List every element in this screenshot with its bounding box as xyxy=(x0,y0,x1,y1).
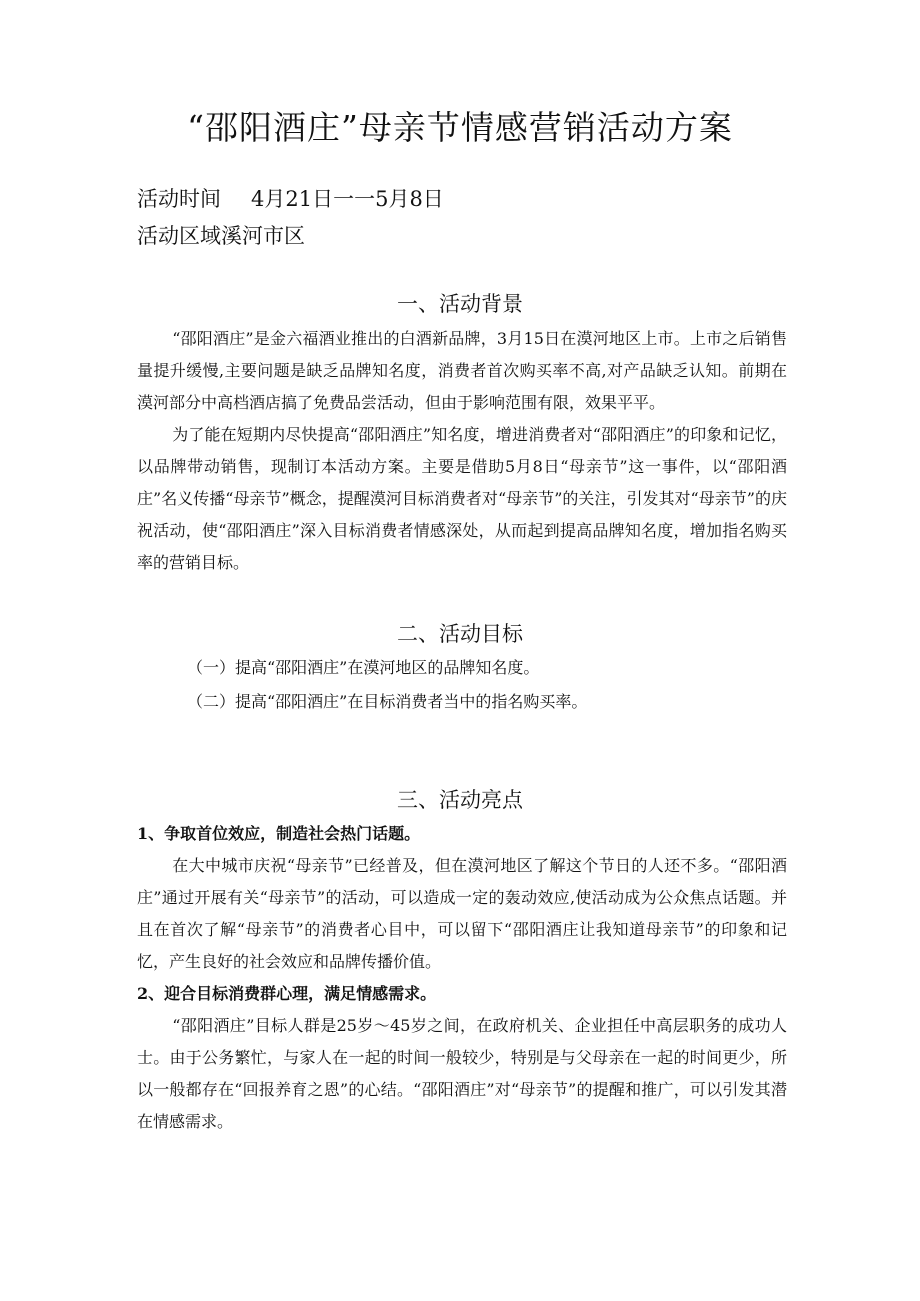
section-background-body xyxy=(137,323,787,579)
highlight-paragraph-1: 在大中城市庆祝“母亲节”已经普及，但在漠河地区了解这个节日的人还不多。“邵阳酒庄”通过开展有关“母亲节”的活动，可以造成一定的轰动效应,使活动成为公众焦点话题。并且在首次了解“母亲节”的消费者心目中，可以留下“邵阳酒庄让我知道母亲节”的印象和记忆，产生良好的社会效应和品牌传播价值。 xyxy=(137,856,787,971)
document-title: “邵阳酒庄”母亲节情感营销活动方案 xyxy=(187,108,733,147)
section-heading-goals: 二、活动目标 xyxy=(397,622,523,646)
highlight-subheading-1: 1、争取首位效应，制造社会热门话题。 xyxy=(137,824,421,843)
section-highlights-body xyxy=(137,818,787,1138)
background-paragraph-2: 为了能在短期内尽快提高“邵阳酒庄”知名度，增进消费者对“邵阳酒庄”的印象和记忆，以品牌带动销售，现制订本活动方案。主要是借助5月8日“母亲节”这一事件，以“邵阳酒庄”名义传播“母亲节”概念，提醒漠河目标消费者对“母亲节”的关注，引发其对“母亲节”的庆祝活动，使“邵阳酒庄”深入目标消费者情感深处，从而起到提高品牌知名度，增加指名购买率的营销目标。 xyxy=(137,425,787,572)
background-paragraph-1: “邵阳酒庄”是金六福酒业推出的白酒新品牌，3月15日在漠河地区上市。上市之后销售量提升缓慢,主要问题是缺乏品牌知名度，消费者首次购买率不高,对产品缺乏认知。前期在漠河部分中高档酒店搞了免费品尝活动，但由于影响范围有限，效果平平。 xyxy=(137,329,787,412)
section-heading-highlights: 三、活动亮点 xyxy=(397,788,523,812)
goal-item-1: （一）提高“邵阳酒庄”在漠河地区的品牌知名度。 xyxy=(187,658,540,677)
highlight-subheading-2: 2、迎合目标消费群心理，满足情感需求。 xyxy=(137,984,437,1003)
activity-time xyxy=(137,183,444,215)
section-heading-background: 一、活动背景 xyxy=(397,292,523,316)
goal-item-2: （二）提高“邵阳酒庄”在目标消费者当中的指名购买率。 xyxy=(187,692,588,711)
highlight-paragraph-2: “邵阳酒庄”目标人群是25岁～45岁之间，在政府机关、企业担任中高层职务的成功人士。由于公务繁忙，与家人在一起的时间一般较少，特别是与父母亲在一起的时间更少，所以一般都存在“回报养育之恩”的心结。“邵阳酒庄”对“母亲节”的提醒和推广，可以引发其潜在情感需求。 xyxy=(137,1016,787,1131)
activity-time-label: 活动时间 xyxy=(137,187,221,211)
activity-time-value: 4月21日一一5月8日 xyxy=(251,187,444,211)
activity-area: 活动区域溪河市区 xyxy=(137,224,305,248)
